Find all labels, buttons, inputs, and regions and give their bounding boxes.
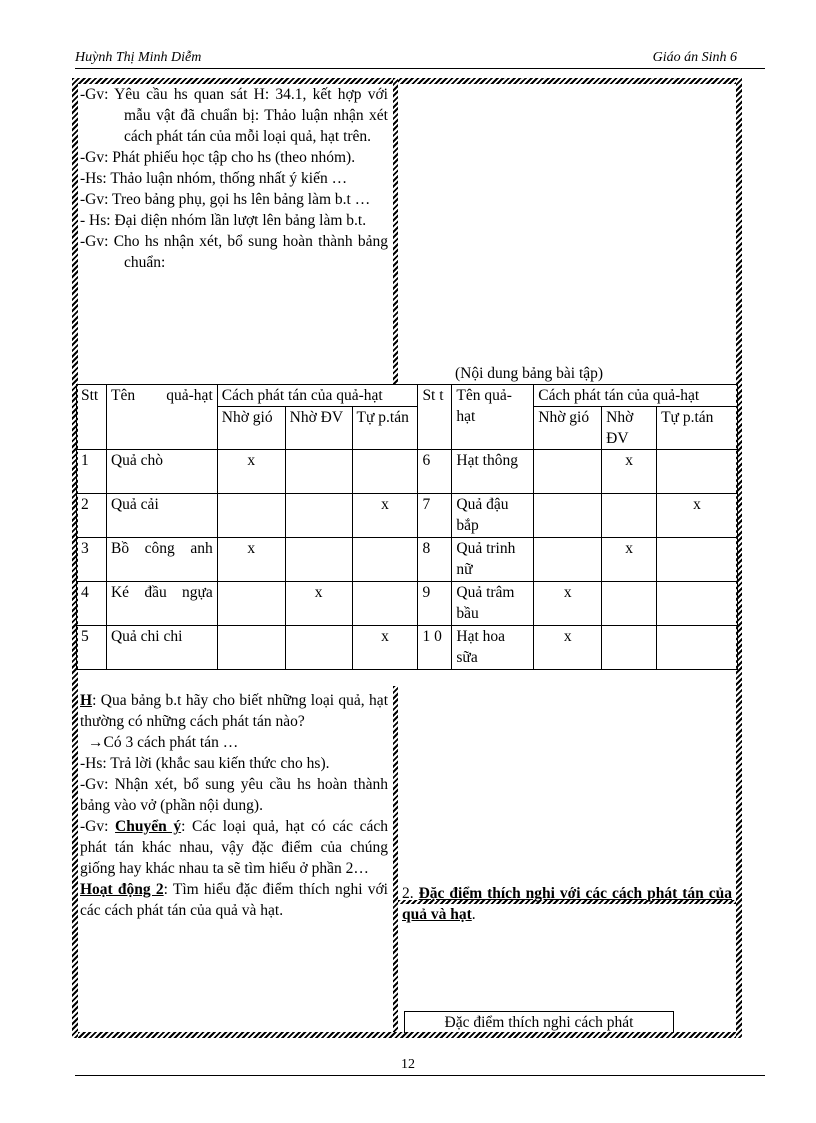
table-caption: (Nội dung bảng bài tập) — [455, 365, 604, 382]
dialogue-line: -Gv: Treo bảng phụ, gọi hs lên bảng làm b.t … — [80, 191, 371, 208]
document-title: Giáo án Sinh 6 — [652, 50, 737, 65]
section-2-heading: 2. Đặc điểm thích nghi với các cách phát tán của quả và hạt. — [402, 885, 733, 923]
table-row: 2 Quả cải x 7 Quả đậu bắp x — [77, 494, 738, 538]
author-name: Huỳnh Thị Minh Diễm — [75, 50, 202, 65]
top-left-content — [80, 84, 388, 273]
page-header — [75, 50, 765, 69]
header-animal-right: Nhờ ĐV — [602, 407, 657, 450]
dialogue-line: -Gv: Cho hs nhận xét, bổ sung hoàn thành bảng chuẩn: — [80, 233, 388, 271]
header-self: Tự p.tán — [352, 407, 418, 450]
frame-divider-top — [393, 78, 398, 384]
teacher-comment: -Gv: Nhận xét, bổ sung yêu cầu hs hoàn thành bảng vào vở (phần nội dung). — [80, 776, 388, 814]
table-row: 3 Bồ công anh x 8 Quả trinh nữ x — [77, 538, 738, 582]
adaptation-table-header: Đặc điểm thích nghi cách phát — [404, 1011, 674, 1033]
header-self-right: Tự p.tán — [657, 407, 738, 450]
header-wind-right: Nhờ gió — [534, 407, 602, 450]
header-wind: Nhờ gió — [217, 407, 285, 450]
header-name: Tên quả-hạt — [106, 385, 217, 450]
bottom-left-content — [80, 690, 388, 921]
activity-2: Hoạt động 2: Tìm hiểu đặc điểm thích nghi với các cách phát tán của quả và hạt. — [80, 881, 388, 919]
transition: -Gv: Chuyển ý: Các loại quả, hạt có các cách phát tán khác nhau, vậy đặc điểm của chúng giống hay khác nhau ta sẽ tìm hiểu ở phần 2… — [80, 818, 388, 877]
answer: →Có 3 cách phát tán … — [88, 734, 239, 751]
header-name-right: Tên quả-hạt — [452, 385, 534, 450]
header-stt: Stt — [77, 385, 107, 450]
header-method-right: Cách phát tán của quả-hạt — [534, 385, 738, 407]
table-row: 5 Quả chi chi x 1 0 Hạt hoa sữa x — [77, 626, 738, 670]
dialogue-line: - Hs: Đại diện nhóm lần lượt lên bảng làm b.t. — [80, 212, 367, 229]
frame-divider-bottom — [393, 686, 398, 1032]
table-row: 1 Quả chò x 6 Hạt thông x — [77, 450, 738, 494]
lesson-frame — [72, 78, 742, 1038]
header-stt-right: St t — [418, 385, 452, 450]
dialogue-line: -Hs: Thảo luận nhóm, thống nhất ý kiến … — [80, 170, 348, 187]
header-animal: Nhờ ĐV — [285, 407, 352, 450]
table-row: 4 Ké đầu ngựa x 9 Quả trâm bầu x — [77, 582, 738, 626]
question: H: Qua bảng b.t hãy cho biết những loại quả, hạt thường có những cách phát tán nào? — [80, 692, 388, 730]
footer-rule — [75, 1075, 765, 1076]
dispersal-table — [76, 384, 738, 670]
student-reply: -Hs: Trả lời (khắc sau kiến thức cho hs). — [80, 755, 330, 772]
dialogue-line: -Gv: Phát phiếu học tập cho hs (theo nhóm). — [80, 149, 356, 166]
page-number: 12 — [401, 1057, 415, 1072]
header-method: Cách phát tán của quả-hạt — [217, 385, 418, 407]
dialogue-line: -Gv: Yêu cầu hs quan sát H: 34.1, kết hợp với mẫu vật đã chuẩn bị: Thảo luận nhận xét cách phát tán của mỗi loại quả, hạt trên. — [80, 86, 388, 145]
